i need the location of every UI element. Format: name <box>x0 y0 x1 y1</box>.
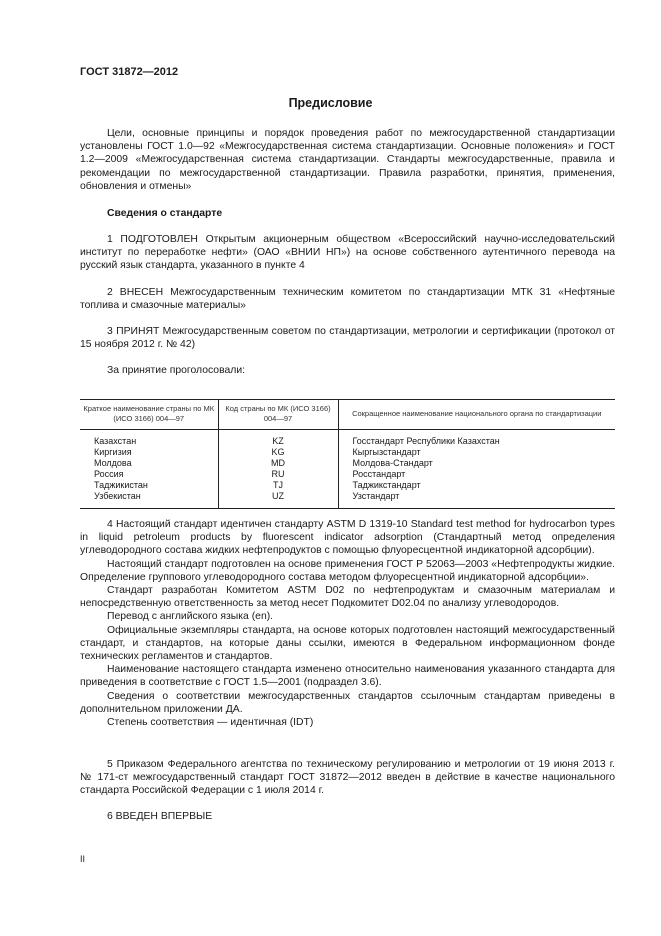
column-header-body: Сокращенное наименование национального органа по стандартизации <box>338 400 615 430</box>
document-id-header: ГОСТ 31872—2012 <box>80 66 179 78</box>
item-4-paragraph: 4 Настоящий стандарт идентичен стандарту ASTM D 1319-10 Standard test method for hydrocarbon types in liquid petroleum products by fluorescent indicator adsorption (Стандартный метод определения углеводородного состава жидких нефтепродуктов с помощью флуоресцентной индикаторной адсорбции). <box>80 519 615 557</box>
table-row <box>80 491 615 509</box>
country-name-cell: Россия <box>94 469 124 479</box>
voted-label: За принятие проголосовали: <box>107 365 246 376</box>
country-code-cell: KG <box>218 447 338 458</box>
standards-body-cell: Молдова-Стандарт <box>338 458 615 469</box>
item-4-paragraph: Перевод с английского языка (en). <box>107 611 274 623</box>
country-code-cell: RU <box>218 469 338 480</box>
column-header-code: Код страны по МК (ИСО 3166) 004—97 <box>218 400 338 430</box>
voted-label-block <box>80 364 615 377</box>
standards-body-cell: Таджикстандарт <box>338 480 615 491</box>
table-row <box>80 458 615 469</box>
country-code-cell: TJ <box>218 480 338 491</box>
item-4-paragraph: Настоящий стандарт подготовлен на основе применения ГОСТ Р 52063—2003 «Нефтепродукты жидкие. Определение группового углеводородного состава методом флуоресцентной индикаторной адсорбции». <box>80 558 615 583</box>
country-name-cell: Казахстан <box>94 436 137 446</box>
item-4-paragraph: Степень соответствия — идентичная (IDT) <box>107 717 314 729</box>
standards-body-cell: Узстандарт <box>338 491 615 509</box>
table-row <box>80 430 615 448</box>
standards-body-cell: Госстандарт Республики Казахстан <box>338 430 615 448</box>
country-name-cell: Таджикистан <box>94 480 148 490</box>
page-title: Предисловие <box>288 96 373 110</box>
item-3-paragraph: 3 ПРИНЯТ Межгосударственным советом по стандартизации, метрологии и сертификации (протокол от 15 ноября 2012 г. № 42) <box>80 326 615 351</box>
item-1-paragraph: 1 ПОДГОТОВЛЕН Открытым акционерным обществом «Всероссийский научно-исследовательский институт по переработке нефти» (ОАО «ВНИИ НП») на основе собственного аутентичного перевода на русский язык стандарта, указанного в пункте 4 <box>80 234 615 272</box>
country-code-cell: UZ <box>218 491 338 509</box>
item-2-block <box>80 286 615 312</box>
standards-body-cell: Росстандарт <box>338 469 615 480</box>
item-2-paragraph: 2 ВНЕСЕН Межгосударственным техническим комитетом по стандартизации МТК 31 «Нефтяные топлива и смазочные материалы» <box>80 287 615 312</box>
country-name-cell: Узбекистан <box>80 491 218 509</box>
intro-paragraph: Цели, основные принципы и порядок проведения работ по межгосударственной стандартизации установлены ГОСТ 1.0—92 «Межгосударственная система стандартизации. Основные положения» и ГОСТ 1.2—2009 «Межгосударственная система стандартизации. Стандарты межгосударственные, правила и рекомендации по межгосударственной стандартизации. Правила разработки, принятия, применения, обновления и отмены» <box>80 128 615 192</box>
item-5-block <box>80 758 615 798</box>
section-heading: Сведения о стандарте <box>107 208 223 219</box>
item-3-block <box>80 325 615 351</box>
standards-body-cell: Кыргызстандарт <box>338 447 615 458</box>
item-6-paragraph: 6 ВВЕДЕН ВПЕРВЫЕ <box>107 811 213 822</box>
column-header-country: Краткое наименование страны по МК (ИСО 3166) 004—97 <box>80 400 218 430</box>
country-name-cell: Молдова <box>94 458 132 468</box>
page-number: II <box>80 854 86 864</box>
country-code-cell: MD <box>218 458 338 469</box>
item-5-paragraph: 5 Приказом Федерального агентства по техническому регулированию и метрологии от 19 июня 2013 г. № 171-ст межгосударственный стандарт ГОСТ 31872—2012 введен в действие в качестве национального стандарта Российской Федерации с 1 июля 2014 г. <box>80 759 615 797</box>
item-4-block <box>80 518 615 729</box>
item-6-block <box>80 810 615 823</box>
item-4-paragraph: Сведения о соответствии межгосударственных стандартов ссылочным стандартам приведены в дополнительном приложении ДА. <box>80 690 615 715</box>
country-name-cell: Киргизия <box>94 447 132 457</box>
intro-block <box>80 127 615 193</box>
item-1-block <box>80 233 615 273</box>
voting-countries-table <box>80 399 615 509</box>
table-row <box>80 447 615 458</box>
table-row <box>80 480 615 491</box>
table-row <box>80 469 615 480</box>
item-4-paragraph: Стандарт разработан Комитетом ASTM D02 по нефтепродуктам и смазочным материалам и непосредственную ответственность за метод несет Подкомитет D02.04 по анализу углеводородов. <box>80 585 615 610</box>
item-4-paragraph: Официальные экземпляры стандарта, на основе которых подготовлен настоящий межгосударственный стандарт, и стандартов, на которые даны ссылки, имеются в Федеральном информационном фонде технических регламентов и стандартов. <box>80 624 615 663</box>
item-4-paragraph: Наименование настоящего стандарта изменено относительно наименования указанного стандарта для приведения в соответствие с ГОСТ 1.5—2001 (подраздел 3.6). <box>80 664 615 689</box>
section-heading-block <box>80 207 615 220</box>
table-header-row <box>80 400 615 430</box>
country-code-cell: KZ <box>218 430 338 448</box>
